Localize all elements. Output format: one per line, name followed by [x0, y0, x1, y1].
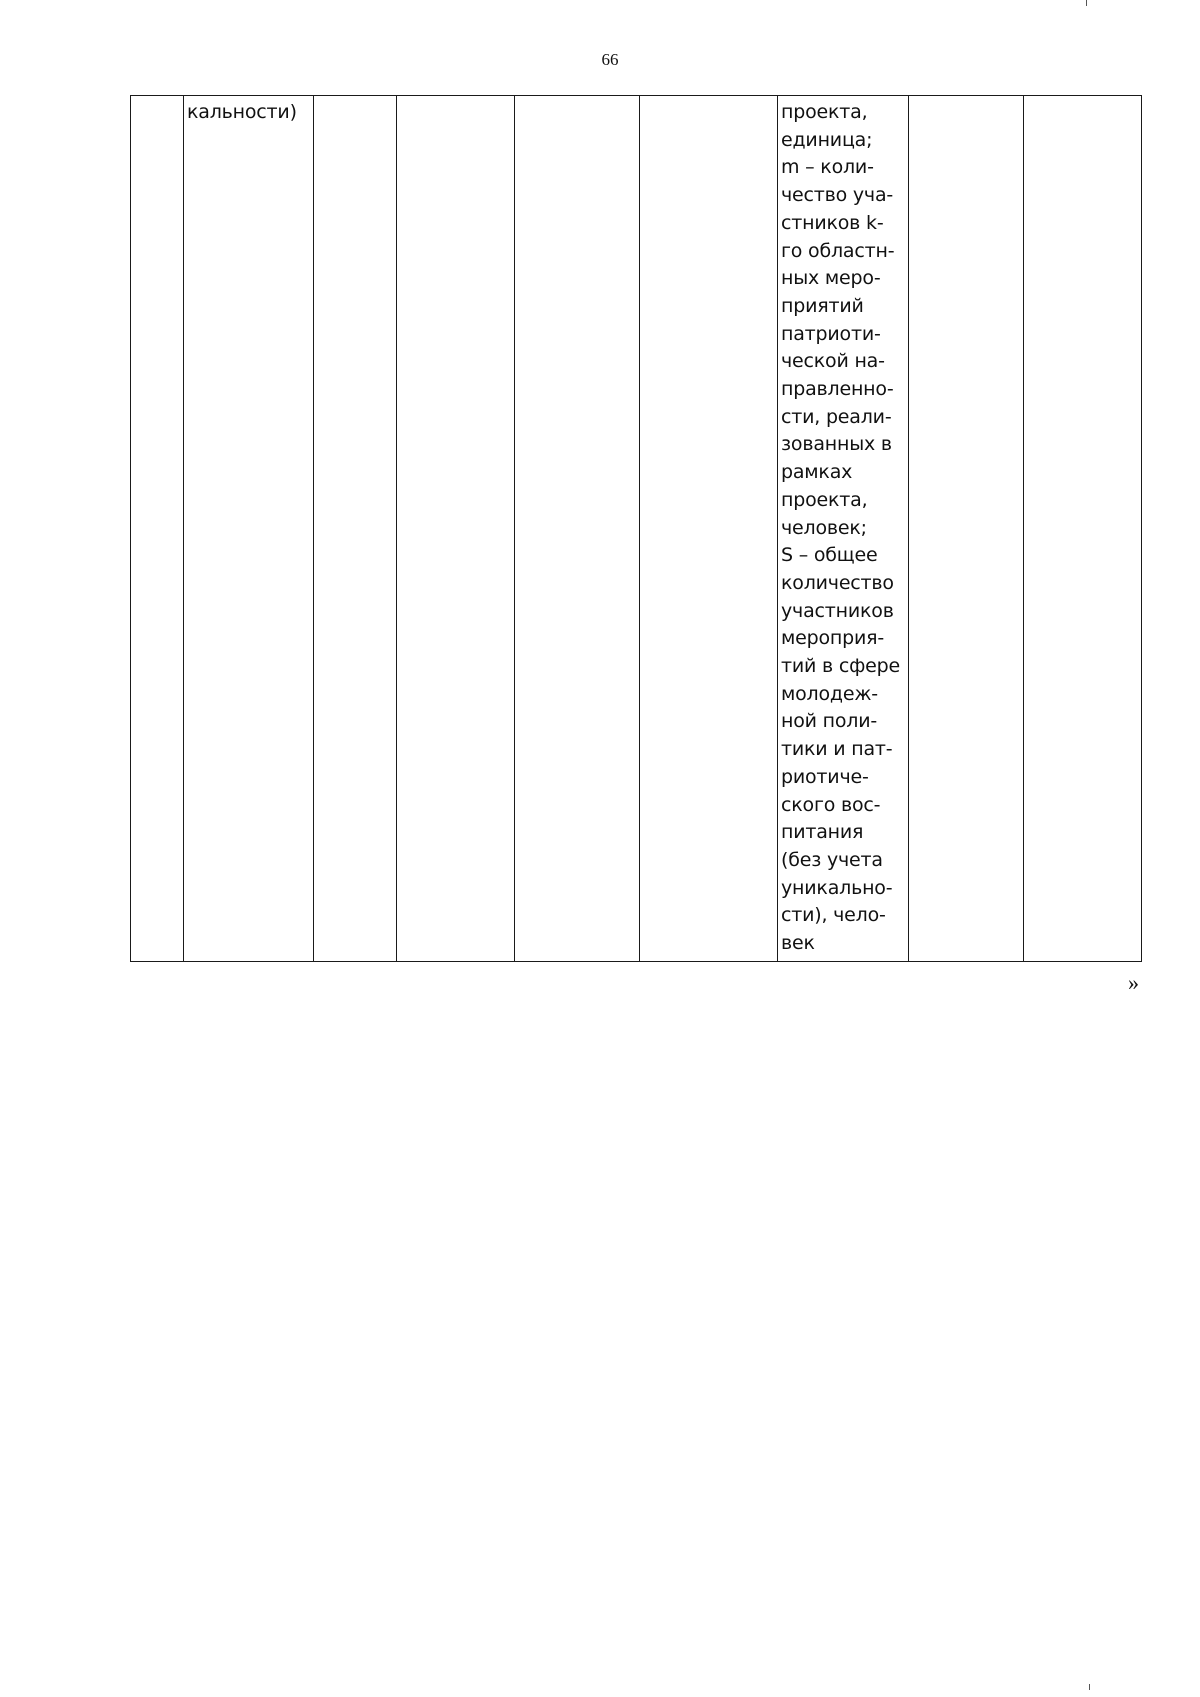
table-cell-9 — [1024, 96, 1142, 962]
formula-line: приятий — [781, 294, 864, 317]
formula-line: мероприя- — [781, 627, 885, 650]
table-cell-3 — [314, 96, 397, 962]
formula-line: ных меро- — [781, 267, 881, 290]
formula-line: правленно- — [781, 378, 894, 401]
formula-line: тий в сфере — [781, 655, 900, 678]
formula-line: уникально- — [781, 876, 893, 899]
formula-line: стников k- — [781, 211, 884, 234]
formula-line: ной поли- — [781, 710, 878, 733]
formula-line: тики и пат- — [781, 738, 893, 761]
formula-line: S – общее — [781, 544, 878, 567]
table-row — [131, 96, 1142, 962]
formula-line: век — [781, 932, 815, 955]
formula-line: молодеж- — [781, 682, 878, 705]
formula-line: патриоти- — [781, 322, 881, 345]
formula-line: го областн- — [781, 239, 895, 262]
closing-quote-mark: » — [1128, 970, 1139, 995]
formula-line: количество — [781, 571, 894, 594]
formula-line: участников — [781, 599, 894, 622]
table-cell-2 — [184, 96, 314, 962]
formula-line: проекта, — [781, 101, 868, 123]
formula-line: (без учета — [781, 848, 883, 871]
scan-edge-mark — [1089, 1684, 1090, 1690]
table-cell-1 — [131, 96, 184, 962]
table-cell-6 — [640, 96, 778, 962]
formula-line: чество уча- — [781, 184, 894, 207]
indicator-name-fragment: кальности) — [187, 101, 297, 123]
formula-line: ческой на- — [781, 350, 885, 373]
formula-line: сти, реали- — [781, 405, 892, 428]
formula-line: риотиче- — [781, 765, 869, 788]
formula-line: рамках — [781, 461, 853, 484]
formula-line: m – коли- — [781, 156, 874, 179]
formula-line: зованных в — [781, 433, 892, 456]
formula-line: проекта, — [781, 488, 868, 511]
table-cell-5 — [515, 96, 640, 962]
formula-line: человек; — [781, 516, 867, 539]
table-cell-8 — [909, 96, 1024, 962]
page-number: 66 — [601, 50, 619, 69]
table-cell-7 — [778, 96, 909, 962]
scan-edge-mark — [1086, 0, 1087, 6]
formula-line: единица; — [781, 128, 873, 151]
table-cell-4 — [397, 96, 515, 962]
formula-line: ского вос- — [781, 793, 881, 816]
formula-line: питания — [781, 821, 864, 844]
formula-description — [778, 96, 908, 958]
formula-line: сти), чело- — [781, 904, 886, 927]
continuation-table — [130, 95, 1142, 962]
